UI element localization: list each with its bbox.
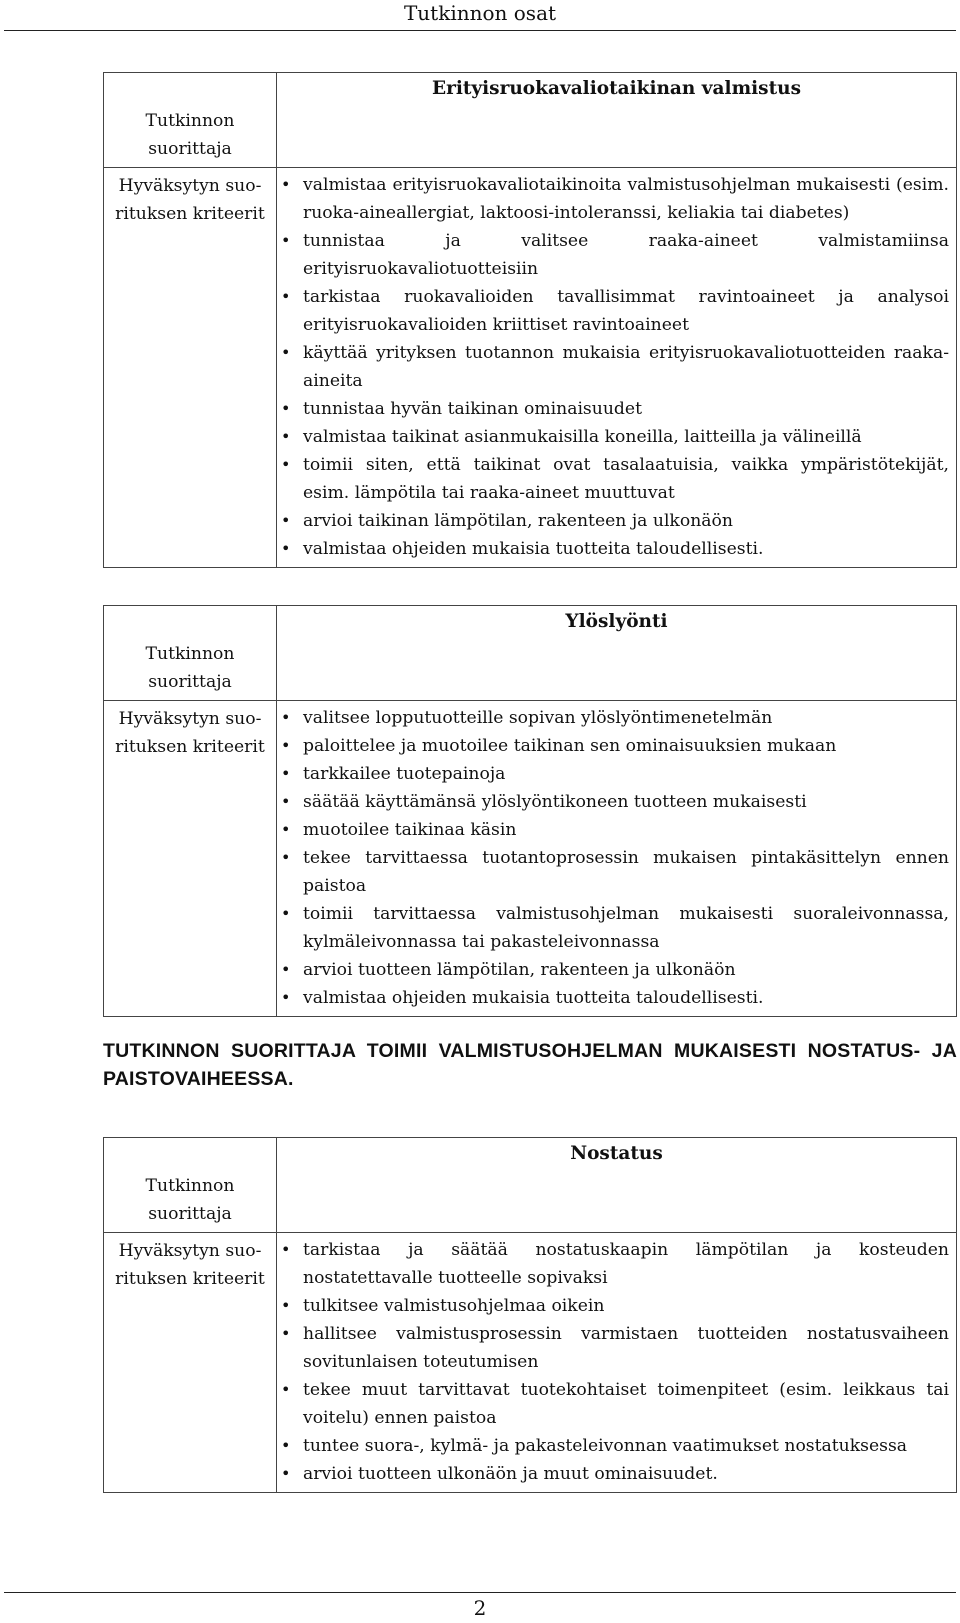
criteria-label-line2: rituksen kriteerit (115, 204, 265, 224)
list-item: • arvioi taikinan lämpötilan, rakenteen ja ulkonäön (277, 507, 949, 535)
criteria-cell (277, 1233, 957, 1493)
list-item: • valmistaa erityisruokavaliotaikinoita valmistusohjelman mukaisesti (esim. ruoka-aineallergiat, laktoosi-intoleranssi, keliakia tai diabetes) (277, 171, 949, 227)
process-note: TUTKINNON SUORITTAJA TOIMII VALMISTUSOHJELMAN MUKAISESTI NOSTATUS- JA PAISTOVAIHEESSA. (103, 1040, 957, 1090)
criteria-label-line2: rituksen kriteerit (115, 737, 265, 757)
list-item: • valmistaa taikinat asianmukaisilla koneilla, laitteilla ja välineillä (277, 423, 949, 451)
list-item: • tunnistaa hyvän taikinan ominaisuudet (277, 395, 949, 423)
section-title: Nostatus (277, 1138, 957, 1233)
criteria-list (277, 168, 956, 567)
performer-label-line2: suorittaja (148, 1204, 232, 1224)
criteria-label-line1: Hyväksytyn suo- (118, 709, 262, 729)
footer-rule (4, 1592, 956, 1593)
list-item: • käyttää yrityksen tuotannon mukaisia erityisruokavaliotuotteiden raaka-aineita (277, 339, 949, 395)
page-number: 2 (473, 1596, 487, 1620)
list-item: • tekee muut tarvittavat tuotekohtaiset toimenpiteet (esim. leikkaus tai voitelu) ennen paistoa (277, 1376, 949, 1432)
list-item: • toimii siten, että taikinat ovat tasalaatuisia, vaikka ympäristötekijät, esim. lämpötila tai raaka-aineet muuttuvat (277, 451, 949, 507)
criteria-list (277, 1233, 956, 1492)
running-header: Tutkinnon osat (403, 1, 557, 25)
performer-label (104, 73, 277, 168)
performer-label (104, 1138, 277, 1233)
list-item: • valmistaa ohjeiden mukaisia tuotteita taloudellisesti. (277, 984, 949, 1012)
performer-label-line1: Tutkinnon (145, 111, 235, 131)
list-item: • tunnistaa ja valitsee raaka-aineet valmistamiinsa erityisruokavaliotuotteisiin (277, 227, 949, 283)
performer-label (104, 606, 277, 701)
criteria-label (104, 701, 277, 1017)
criteria-label (104, 168, 277, 568)
criteria-label-line1: Hyväksytyn suo- (118, 1241, 262, 1261)
list-item: • tarkkailee tuotepainoja (277, 760, 949, 788)
list-item: • tarkistaa ja säätää nostatuskaapin lämpötilan ja kosteuden nostatettavalle tuotteelle sopivaksi (277, 1236, 949, 1292)
list-item: • tekee tarvittaessa tuotantoprosessin mukaisen pintakäsittelyn ennen paistoa (277, 844, 949, 900)
performer-label-line1: Tutkinnon (145, 1176, 235, 1196)
criteria-cell (277, 168, 957, 568)
list-item: • valitsee lopputuotteille sopivan ylöslyöntimenetelmän (277, 704, 949, 732)
list-item: • toimii tarvittaessa valmistusohjelman mukaisesti suoraleivonnassa, kylmäleivonnassa tai pakasteleivonnassa (277, 900, 949, 956)
criteria-table-erityisruokavalio (103, 72, 957, 568)
criteria-cell (277, 701, 957, 1017)
performer-label-line2: suorittaja (148, 672, 232, 692)
section-title: Ylöslyönti (277, 606, 957, 701)
list-item: • paloittelee ja muotoilee taikinan sen ominaisuuksien mukaan (277, 732, 949, 760)
performer-label-line1: Tutkinnon (145, 644, 235, 664)
list-item: • arvioi tuotteen ulkonäön ja muut ominaisuudet. (277, 1460, 949, 1488)
performer-label-line2: suorittaja (148, 139, 232, 159)
list-item: • säätää käyttämänsä ylöslyöntikoneen tuotteen mukaisesti (277, 788, 949, 816)
section-title: Erityisruokavaliotaikinan valmistus (277, 73, 957, 168)
list-item: • tarkistaa ruokavalioiden tavallisimmat ravintoaineet ja analysoi erityisruokavalioiden kriittiset ravintoaineet (277, 283, 949, 339)
criteria-table-nostatus (103, 1137, 957, 1493)
list-item: • valmistaa ohjeiden mukaisia tuotteita taloudellisesti. (277, 535, 949, 563)
list-item: • tulkitsee valmistusohjelmaa oikein (277, 1292, 949, 1320)
criteria-label (104, 1233, 277, 1493)
list-item: • arvioi tuotteen lämpötilan, rakenteen ja ulkonäön (277, 956, 949, 984)
criteria-table-ylöslyönti (103, 605, 957, 1017)
criteria-label-line2: rituksen kriteerit (115, 1269, 265, 1289)
list-item: • muotoilee taikinaa käsin (277, 816, 949, 844)
criteria-label-line1: Hyväksytyn suo- (118, 176, 262, 196)
list-item: • tuntee suora-, kylmä- ja pakasteleivonnan vaatimukset nostatuksessa (277, 1432, 949, 1460)
header-rule (4, 30, 956, 31)
list-item: • hallitsee valmistusprosessin varmistaen tuotteiden nostatusvaiheen sovitunlaisen toteutumisen (277, 1320, 949, 1376)
criteria-list (277, 701, 956, 1016)
